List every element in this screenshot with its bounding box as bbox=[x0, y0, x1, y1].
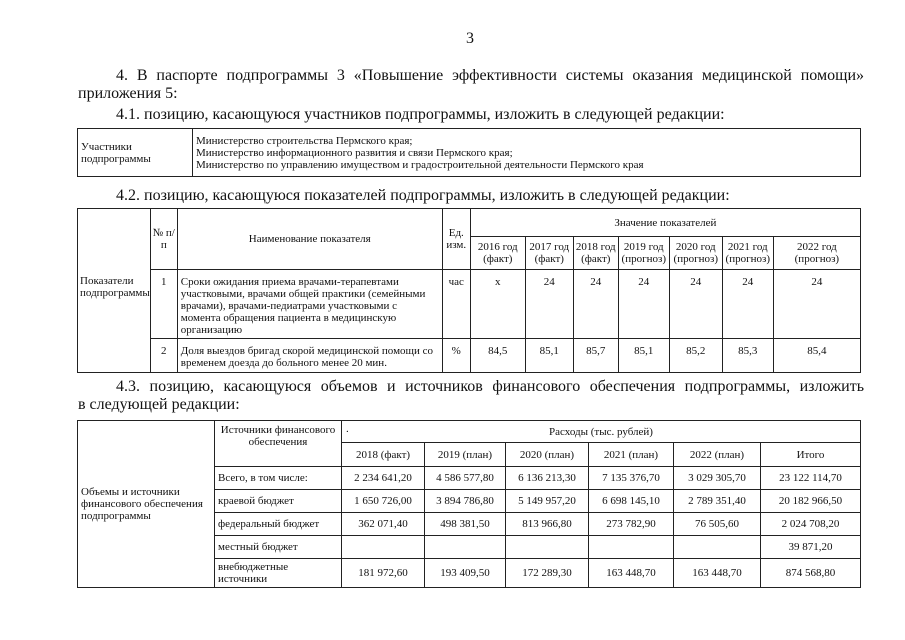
paragraph-4-3-line2: в следующей редакции: bbox=[78, 396, 240, 413]
row-value: 4 586 577,80 bbox=[425, 467, 506, 490]
participants-list bbox=[193, 129, 861, 177]
year-header: 2018 год (факт) bbox=[573, 237, 618, 270]
year-header: 2019 (план) bbox=[425, 443, 506, 467]
year-header: 2022 год (прогноз) bbox=[773, 237, 860, 270]
year-header: 2020 (план) bbox=[506, 443, 589, 467]
year-header: 2018 (факт) bbox=[342, 443, 425, 467]
participant-item: Министерство по управлению имуществом и градостроительной деятельности Пермского края bbox=[196, 158, 644, 171]
year-header: Итого bbox=[761, 443, 861, 467]
participant-item: Министерство строительства Пермского края; bbox=[196, 134, 413, 147]
paragraph-4-1: 4.1. позицию, касающуюся участников подпрограммы, изложить в следующей редакции: bbox=[116, 106, 725, 123]
financing-label: Объемы и источники финансового обеспечения подпрограммы bbox=[78, 421, 215, 588]
row-value bbox=[342, 536, 425, 559]
row-value: 24 bbox=[618, 270, 669, 339]
header-unit: Ед. изм. bbox=[442, 209, 470, 270]
row-value: 2 024 708,20 bbox=[761, 513, 861, 536]
row-value: 24 bbox=[525, 270, 573, 339]
row-value: 813 966,80 bbox=[506, 513, 589, 536]
row-value: 163 448,70 bbox=[589, 559, 674, 588]
page-number: 3 bbox=[466, 30, 474, 47]
row-value: 39 871,20 bbox=[761, 536, 861, 559]
source-name: местный бюджет bbox=[215, 536, 342, 559]
row-value: 2 789 351,40 bbox=[674, 490, 761, 513]
row-num: 2 bbox=[150, 339, 177, 373]
row-value: 1 650 726,00 bbox=[342, 490, 425, 513]
financing-table bbox=[77, 420, 861, 588]
row-name: Доля выездов бригад скорой медицинской помощи со временем доезда до больного менее 20 мин. bbox=[177, 339, 442, 373]
indicators-cell-outer bbox=[78, 209, 151, 373]
row-value: 85,2 bbox=[669, 339, 722, 373]
row-value: 6 136 213,30 bbox=[506, 467, 589, 490]
paragraph-4-line1: 4. В паспорте подпрограммы 3 «Повышение эффективности системы оказания медицинской помощи» bbox=[116, 67, 864, 84]
row-value: 163 448,70 bbox=[674, 559, 761, 588]
year-header: 2021 год (прогноз) bbox=[722, 237, 773, 270]
participants-table bbox=[77, 128, 861, 177]
row-value bbox=[506, 536, 589, 559]
row-value: 85,1 bbox=[525, 339, 573, 373]
header-num: № п/п bbox=[150, 209, 177, 270]
source-name: внебюджетные источники bbox=[215, 559, 342, 588]
row-value: 24 bbox=[573, 270, 618, 339]
row-value: 85,7 bbox=[573, 339, 618, 373]
source-name: Всего, в том числе: bbox=[215, 467, 342, 490]
row-value: 193 409,50 bbox=[425, 559, 506, 588]
indicators-table bbox=[77, 208, 861, 373]
year-header: 2021 (план) bbox=[589, 443, 674, 467]
row-value: 23 122 114,70 bbox=[761, 467, 861, 490]
header-expenses-text: Расходы (тыс. рублей) bbox=[549, 425, 653, 438]
row-value: 3 029 305,70 bbox=[674, 467, 761, 490]
row-value: 6 698 145,10 bbox=[589, 490, 674, 513]
row-value bbox=[674, 536, 761, 559]
row-num: 1 bbox=[150, 270, 177, 339]
paragraph-4-2: 4.2. позицию, касающуюся показателей подпрограммы, изложить в следующей редакции: bbox=[116, 187, 730, 204]
row-value: 498 381,50 bbox=[425, 513, 506, 536]
year-header: 2019 год (прогноз) bbox=[618, 237, 669, 270]
header-name: Наименование показателя bbox=[177, 209, 442, 270]
participants-label: Участники подпрограммы bbox=[78, 129, 193, 177]
row-value: 24 bbox=[722, 270, 773, 339]
header-expenses: . Расходы (тыс. рублей) bbox=[342, 421, 861, 443]
row-unit: час bbox=[442, 270, 470, 339]
row-value: 5 149 957,20 bbox=[506, 490, 589, 513]
row-value: 85,4 bbox=[773, 339, 860, 373]
source-name: краевой бюджет bbox=[215, 490, 342, 513]
participant-item: Министерство информационного развития и связи Пермского края; bbox=[196, 146, 513, 159]
paragraph-4-line2: приложения 5: bbox=[78, 85, 178, 102]
indicators-label: Показатели подпрограммы bbox=[80, 275, 150, 299]
row-value: 181 972,60 bbox=[342, 559, 425, 588]
table-row bbox=[78, 270, 861, 339]
year-header: 2022 (план) bbox=[674, 443, 761, 467]
row-value: 273 782,90 bbox=[589, 513, 674, 536]
row-name: Сроки ожидания приема врачами-терапевтами участковыми, врачами общей практики (семейными врачами), врачами-педиатрами участковыми с момента обращения пациента в медицинскую организацию bbox=[177, 270, 442, 339]
row-value: 7 135 376,70 bbox=[589, 467, 674, 490]
row-value: 76 505,60 bbox=[674, 513, 761, 536]
row-value: 2 234 641,20 bbox=[342, 467, 425, 490]
row-unit: % bbox=[442, 339, 470, 373]
paragraph-4-3-line1: 4.3. позицию, касающуюся объемов и источников финансового обеспечения подпрограммы, изложить bbox=[116, 378, 864, 395]
row-value: 85,1 bbox=[618, 339, 669, 373]
row-value: 172 289,30 bbox=[506, 559, 589, 588]
row-value: 24 bbox=[773, 270, 860, 339]
row-value: 3 894 786,80 bbox=[425, 490, 506, 513]
row-value: 24 bbox=[669, 270, 722, 339]
header-sources: Источники финансового обеспечения bbox=[215, 421, 342, 467]
header-values: Значение показателей bbox=[470, 209, 860, 237]
table-row bbox=[78, 339, 861, 373]
row-value bbox=[425, 536, 506, 559]
row-value: х bbox=[470, 270, 525, 339]
row-value: 20 182 966,50 bbox=[761, 490, 861, 513]
row-value: 362 071,40 bbox=[342, 513, 425, 536]
row-value: 84,5 bbox=[470, 339, 525, 373]
year-header: 2017 год (факт) bbox=[525, 237, 573, 270]
row-value bbox=[589, 536, 674, 559]
source-name: федеральный бюджет bbox=[215, 513, 342, 536]
year-header: 2020 год (прогноз) bbox=[669, 237, 722, 270]
row-value: 874 568,80 bbox=[761, 559, 861, 588]
row-value: 85,3 bbox=[722, 339, 773, 373]
year-header: 2016 год (факт) bbox=[470, 237, 525, 270]
